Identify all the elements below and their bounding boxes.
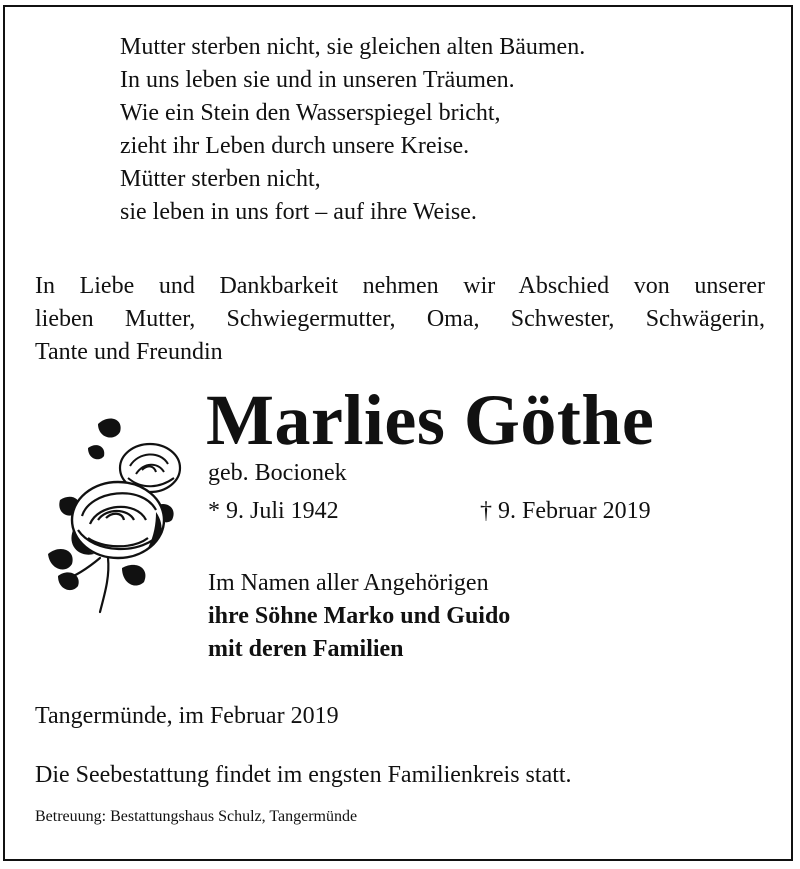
funeral-home-credit: Betreuung: Bestattungshaus Schulz, Tangermünde: [35, 808, 358, 825]
death-date: † 9. Februar 2019: [480, 498, 651, 524]
place-date: Tangermünde, im Februar 2019: [35, 703, 339, 729]
poem-line: In uns leben sie und in unseren Träumen.: [120, 67, 515, 93]
signature-line: Im Namen aller Angehörigen: [208, 570, 489, 596]
birth-date: * 9. Juli 1942: [208, 498, 339, 524]
signature-line: ihre Söhne Marko und Guido: [208, 603, 511, 629]
intro-line: Tante und Freundin: [35, 339, 223, 365]
intro-text: [35, 270, 765, 369]
intro-line: lieben Mutter, Schwiegermutter, Oma, Schwester, Schwägerin,: [35, 306, 765, 332]
signature-block: [208, 567, 510, 666]
rose-icon: [38, 408, 188, 614]
poem-line: Wie ein Stein den Wasserspiegel bricht,: [120, 100, 501, 126]
poem: [120, 31, 585, 229]
poem-line: sie leben in uns fort – auf ihre Weise.: [120, 199, 477, 225]
intro-line: In Liebe und Dankbarkeit nehmen wir Abschied von unserer: [35, 273, 765, 299]
birth-name: geb. Bocionek: [208, 460, 347, 486]
poem-line: Mutter sterben nicht, sie gleichen alten Bäumen.: [120, 34, 586, 60]
signature-line: mit deren Familien: [208, 636, 404, 662]
burial-notice: Die Seebestattung findet im engsten Familienkreis statt.: [35, 762, 572, 788]
poem-line: zieht ihr Leben durch unsere Kreise.: [120, 133, 470, 159]
deceased-name: Marlies Göthe: [206, 380, 655, 460]
poem-line: Mütter sterben nicht,: [120, 166, 321, 192]
